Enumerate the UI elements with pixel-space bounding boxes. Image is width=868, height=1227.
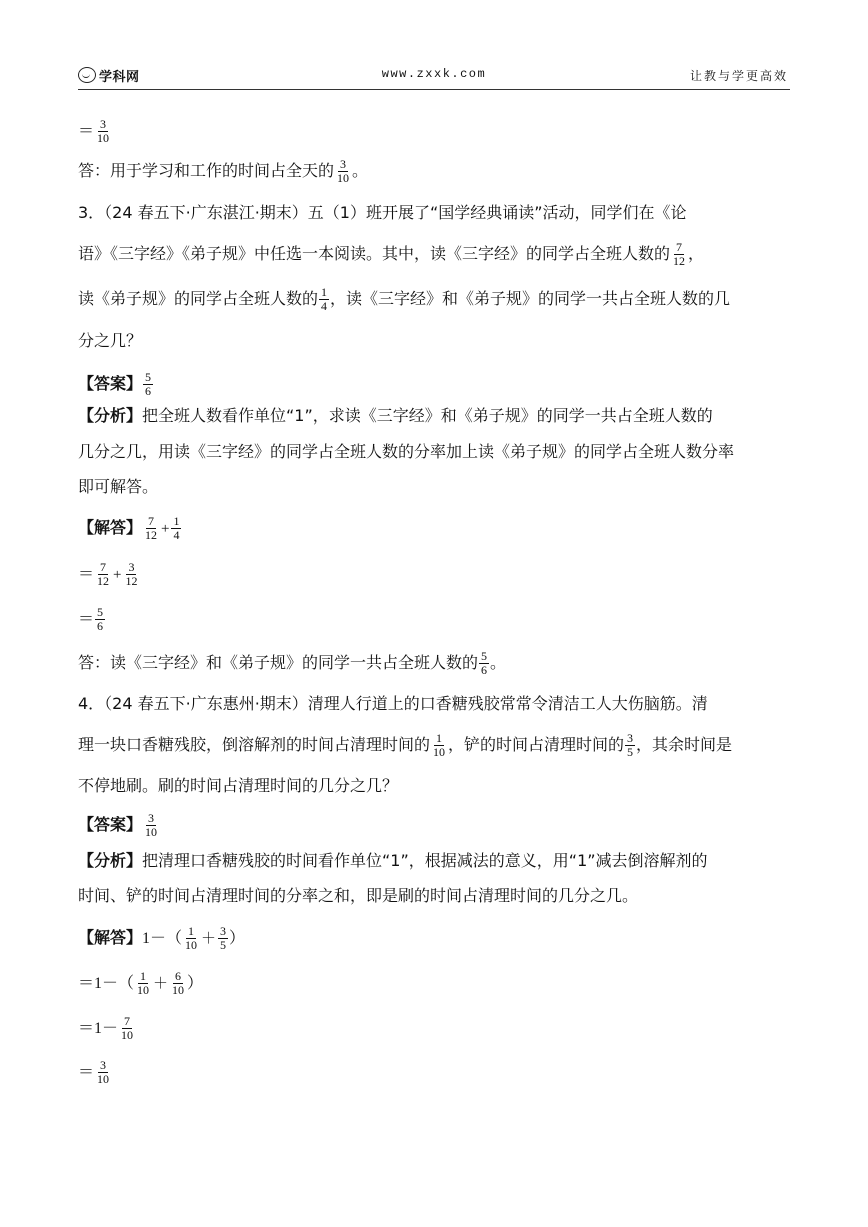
question-3-line-4 — [78, 330, 142, 352]
numerator: 3 — [220, 924, 227, 938]
denominator: 4 — [173, 528, 180, 542]
question-3-line-3 — [78, 286, 730, 313]
analysis-text: 几分之几，用读《三字经》的同学占全班人数的分率加上读《弟子规》的同学占全班人数分率 — [78, 442, 735, 461]
fraction — [143, 812, 159, 839]
fraction — [95, 561, 111, 588]
page-header — [78, 60, 790, 88]
denominator: 10 — [337, 171, 350, 185]
analysis-label: 【分析】 — [78, 406, 143, 425]
question-3-line-1 — [78, 202, 687, 224]
fraction — [319, 286, 329, 313]
plus-sign: ＋ — [201, 931, 217, 947]
solution-label: 【解答】 — [78, 518, 143, 537]
equals-sign: ＝ — [78, 1064, 95, 1081]
denominator: 10 — [137, 983, 150, 997]
answer-label: 【答案】 — [78, 815, 143, 834]
header-divider — [78, 89, 790, 90]
answer-text: 答：读《三字经》和《弟子规》的同学一共占全班人数的 — [78, 653, 479, 672]
question-text-end: ，其余时间是 — [636, 735, 733, 754]
analysis-line-3 — [78, 476, 158, 498]
question-text-end: ， — [688, 244, 705, 263]
denominator: 10 — [185, 938, 198, 952]
denominator: 10 — [97, 131, 110, 145]
fraction — [170, 970, 186, 997]
plus-sign: ＋ — [153, 976, 169, 992]
answer-text: 答：用于学习和工作的时间占全天的 — [78, 161, 335, 180]
fraction — [143, 515, 159, 542]
analysis-text: 把全班人数看作单位“1”，求读《三字经》和《弟子规》的同学一共占全班人数的 — [142, 406, 713, 425]
denominator: 10 — [121, 1028, 134, 1042]
numerator: 1 — [140, 969, 147, 983]
solution-line-2 — [78, 561, 140, 588]
question-text-end: ，读《三字经》和《弟子规》的同学一共占全班人数的几 — [330, 289, 731, 308]
question-text: 不停地刷。刷的时间占清理时间的几分之几？ — [78, 776, 399, 795]
question-3-line-2 — [78, 241, 704, 268]
question-text: 分之几？ — [78, 331, 143, 350]
numerator: 7 — [676, 240, 683, 254]
equals-sign: ＝ — [78, 123, 95, 140]
answer-sentence — [78, 158, 368, 185]
question-text: 4．（24 春五下·广东惠州·期末）清理人行道上的口香糖残胶常常令清洁工人大伤脑筋。清 — [78, 694, 708, 713]
numerator: 3 — [627, 731, 634, 745]
denominator: 12 — [145, 528, 158, 542]
solution-label: 【解答】 — [78, 928, 143, 947]
equals-sign: ＝ — [78, 566, 95, 583]
numerator: 3 — [340, 157, 347, 171]
denominator: 10 — [433, 745, 446, 759]
fraction — [335, 158, 351, 185]
fraction — [123, 561, 139, 588]
answer-line — [78, 812, 160, 839]
denominator: 6 — [97, 619, 104, 633]
fraction — [95, 1059, 111, 1086]
numerator: 3 — [128, 560, 135, 574]
denominator: 10 — [172, 983, 185, 997]
site-url: www.zxxk.com — [381, 67, 487, 81]
analysis-text: 即可解答。 — [78, 477, 159, 496]
result-line — [78, 118, 112, 145]
solution-line-1 — [78, 925, 245, 952]
numerator: 1 — [436, 731, 443, 745]
numerator: 5 — [97, 605, 104, 619]
fraction — [119, 1015, 135, 1042]
numerator: 7 — [148, 514, 155, 528]
solution-line-3 — [78, 1015, 136, 1042]
fraction — [431, 732, 447, 759]
analysis-line-1 — [78, 405, 713, 427]
answer-sentence — [78, 650, 506, 677]
expression-suffix: ） — [187, 975, 204, 992]
fraction — [143, 371, 153, 398]
expression-prefix: ＝1－（ — [78, 975, 135, 992]
numerator: 7 — [100, 560, 107, 574]
denominator: 5 — [220, 938, 227, 952]
numerator: 6 — [175, 969, 182, 983]
question-text: ，铲的时间占清理时间的 — [448, 735, 625, 754]
denominator: 4 — [321, 299, 328, 313]
numerator: 5 — [481, 649, 488, 663]
analysis-text: 时间、铲的时间占清理时间的分率之和，即是刷的时间占清理时间的几分之几。 — [78, 886, 639, 905]
plus-sign: + — [113, 567, 122, 583]
numerator: 7 — [124, 1014, 131, 1028]
analysis-label: 【分析】 — [78, 851, 143, 870]
fraction — [671, 241, 687, 268]
answer-text-end: 。 — [490, 653, 507, 672]
question-text: 3．（24 春五下·广东湛江·期末）五（1）班开展了“国学经典诵读”活动，同学们在《论 — [78, 203, 687, 222]
denominator: 5 — [627, 745, 634, 759]
analysis-line-1 — [78, 850, 708, 872]
numerator: 1 — [321, 285, 328, 299]
question-4-line-2 — [78, 732, 732, 759]
fraction — [218, 925, 228, 952]
question-text: 语》《三字经》《弟子规》中任选一本阅读。其中，读《三字经》的同学占全班人数的 — [78, 244, 671, 263]
fraction — [95, 118, 111, 145]
numerator: 1 — [173, 514, 180, 528]
fraction — [479, 650, 489, 677]
denominator: 6 — [145, 384, 152, 398]
fraction — [171, 515, 181, 542]
solution-line-4 — [78, 1059, 112, 1086]
denominator: 6 — [481, 663, 488, 677]
solution-line-3 — [78, 606, 106, 633]
analysis-line-2 — [78, 441, 734, 463]
answer-text-end: 。 — [352, 161, 369, 180]
question-4-line-3 — [78, 775, 398, 797]
fraction — [183, 925, 199, 952]
answer-line — [78, 371, 154, 398]
expression-suffix: ） — [229, 930, 246, 947]
denominator: 10 — [145, 825, 158, 839]
solution-line-1 — [78, 515, 182, 542]
question-4-line-1 — [78, 693, 708, 715]
slogan: 让教与学更高效 — [689, 69, 788, 83]
expression-prefix: ＝1－ — [78, 1020, 119, 1037]
question-text: 理一块口香糖残胶，倒溶解剂的时间占清理时间的 — [78, 735, 431, 754]
numerator: 3 — [148, 811, 155, 825]
solution-line-2 — [78, 970, 203, 997]
numerator: 3 — [100, 1058, 107, 1072]
numerator: 1 — [188, 924, 195, 938]
fraction — [95, 606, 105, 633]
denominator: 10 — [97, 1072, 110, 1086]
question-text: 读《弟子规》的同学占全班人数的 — [78, 289, 319, 308]
denominator: 12 — [673, 254, 686, 268]
answer-label: 【答案】 — [78, 374, 143, 393]
analysis-line-2 — [78, 885, 638, 907]
denominator: 12 — [97, 574, 110, 588]
logo-text: 学科网 — [99, 69, 140, 85]
equals-sign: ＝ — [78, 611, 95, 628]
analysis-text: 把清理口香糖残胶的时间看作单位“1”，根据减法的意义，用“1”减去倒溶解剂的 — [142, 851, 708, 870]
fraction — [625, 732, 635, 759]
numerator: 5 — [145, 370, 152, 384]
expression-prefix: 1－（ — [142, 930, 183, 947]
numerator: 3 — [100, 117, 107, 131]
fraction — [135, 970, 151, 997]
denominator: 12 — [125, 574, 138, 588]
plus-sign: + — [161, 521, 170, 537]
